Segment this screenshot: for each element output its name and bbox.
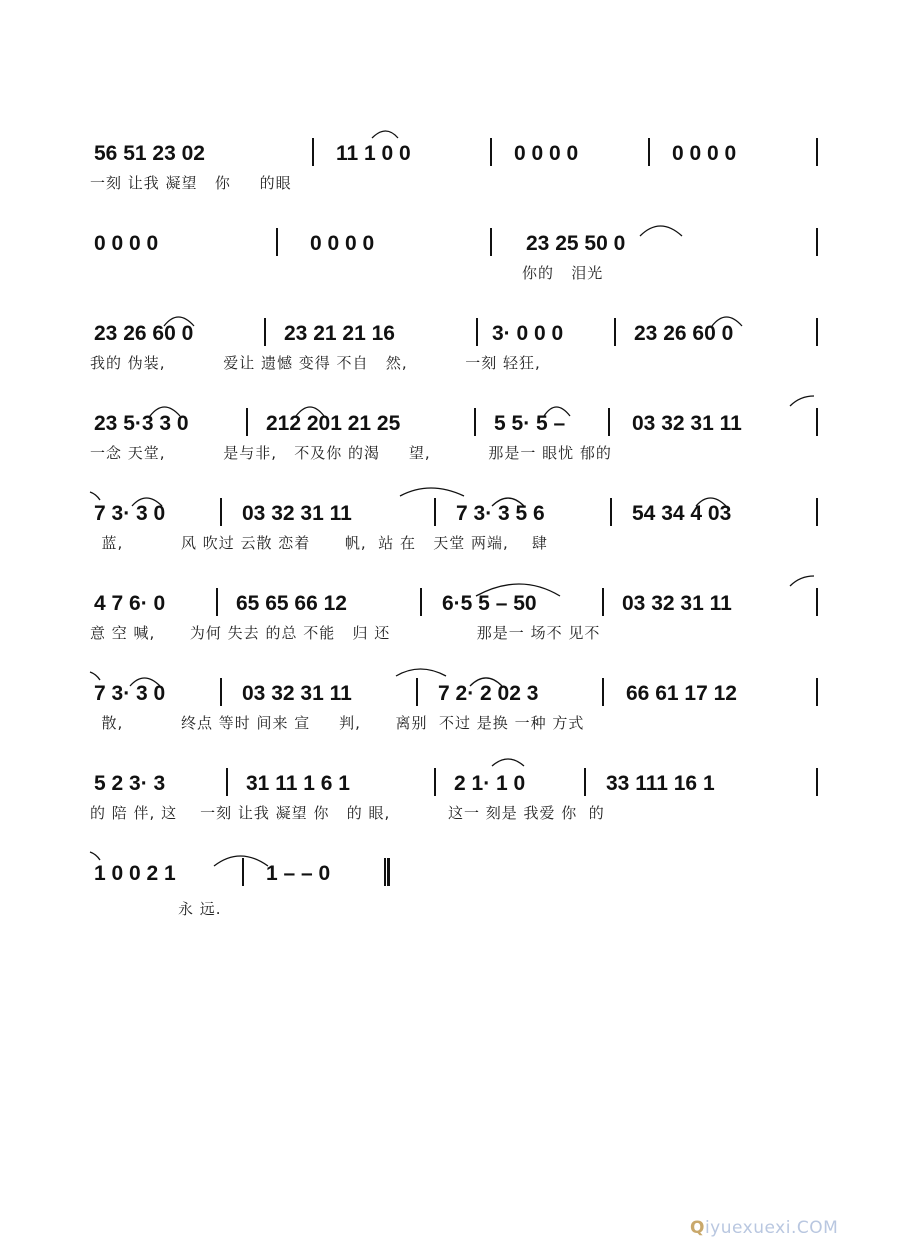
measure: 6·5 5 – 50 [442, 592, 537, 615]
measure: 33 111 16 1 [606, 772, 715, 795]
measure: 65 65 66 12 [236, 592, 347, 615]
barline [602, 588, 604, 616]
measure: 7 2· 2 02 3 [438, 682, 539, 705]
lyrics-line: 你的 泪光 [522, 264, 604, 282]
tie-arc [492, 759, 524, 766]
measure: 212 201 21 25 [266, 412, 401, 435]
measure: 03 32 31 11 [622, 592, 732, 615]
score-line-1 [90, 140, 820, 220]
barline [416, 678, 418, 706]
barline [816, 408, 818, 436]
barline [610, 498, 612, 526]
lyrics-line: 一刻 让我 凝望 你 的眼 [90, 174, 292, 192]
site-watermark [690, 1218, 890, 1242]
measure: 7 3· 3 0 [94, 502, 166, 525]
barline [602, 678, 604, 706]
barline [474, 408, 476, 436]
watermark-logo-glyph: Q [690, 1218, 705, 1238]
notes-row [90, 320, 820, 348]
measure: 1 0 0 2 1 [94, 862, 176, 885]
measure: 2 1· 1 0 [454, 772, 526, 795]
tie-arc [372, 131, 398, 138]
barline [608, 408, 610, 436]
barline [614, 318, 616, 346]
measure: 11 1 0 0 [336, 142, 411, 165]
measure: 7 3· 3 5 6 [456, 502, 545, 525]
lyrics-line: 意 空 喊, 为何 失去 的总 不能 归 还 那是一 场不 见不 [90, 624, 601, 642]
notes-row [90, 230, 820, 258]
score-line-7 [90, 680, 820, 760]
measure: 03 32 31 11 [242, 502, 352, 525]
measure: 0 0 0 0 [672, 142, 737, 165]
score-line-5 [90, 500, 820, 580]
tie-arc [396, 669, 446, 676]
measure: 03 32 31 11 [242, 682, 352, 705]
barline [434, 768, 436, 796]
lyrics-line: 的 陪 伴, 这 一刻 让我 凝望 你 的 眼, 这一 刻是 我爱 你 的 [90, 804, 605, 822]
notes-row [90, 500, 820, 528]
watermark-text: iyuexuexi.COM [704, 1218, 839, 1238]
score-line-2 [90, 230, 820, 310]
tie-arc [90, 672, 100, 680]
barline [490, 228, 492, 256]
lyrics-line: 我的 伪装, 爱让 遗憾 变得 不自 然, 一刻 轻狂, [90, 354, 541, 372]
measure: 5 2 3· 3 [94, 772, 166, 795]
barline [276, 228, 278, 256]
barline [220, 678, 222, 706]
measure: 1 – – 0 [266, 862, 331, 885]
measure: 23 5·3 3 0 [94, 412, 189, 435]
barline [816, 768, 818, 796]
barline [816, 318, 818, 346]
measure: 0 0 0 0 [514, 142, 579, 165]
notes-row [90, 410, 820, 438]
notes-row [90, 770, 820, 798]
score-line-3 [90, 320, 820, 400]
barline [246, 408, 248, 436]
measure: 4 7 6· 0 [94, 592, 166, 615]
measure: 23 26 60 0 [94, 322, 194, 345]
measure: 23 25 50 0 [526, 232, 626, 255]
barline [312, 138, 314, 166]
score-line-6 [90, 590, 820, 670]
barline [584, 768, 586, 796]
barline [816, 498, 818, 526]
barline [264, 318, 266, 346]
measure: 0 0 0 0 [310, 232, 375, 255]
barline [242, 858, 244, 886]
barline [420, 588, 422, 616]
notes-row [90, 590, 820, 618]
measure: 23 26 60 0 [634, 322, 734, 345]
lyrics-line: 一念 天堂, 是与非, 不及你 的渴 望, 那是一 眼忧 郁的 [90, 444, 612, 462]
lyrics-line: 永 远. [178, 900, 222, 918]
measure: 56 51 23 02 [94, 142, 205, 165]
measure: 23 21 21 16 [284, 322, 395, 345]
barline [816, 588, 818, 616]
notes-row [90, 680, 820, 708]
measure: 5 5· 5 – [494, 412, 566, 435]
barline [220, 498, 222, 526]
measure: 31 11 1 6 1 [246, 772, 350, 795]
lyrics-line: 蓝, 风 吹过 云散 恋着 帆, 站 在 天堂 两端, 肆 [90, 534, 548, 552]
barline [434, 498, 436, 526]
measure: 54 34 4 03 [632, 502, 732, 525]
barline [490, 138, 492, 166]
score-line-4 [90, 410, 820, 490]
barline [226, 768, 228, 796]
tie-arc [90, 492, 100, 500]
measure: 66 61 17 12 [626, 682, 737, 705]
barline [648, 138, 650, 166]
notes-row [90, 140, 820, 168]
final-barline [384, 858, 390, 886]
score-line-8 [90, 770, 820, 850]
measure: 7 3· 3 0 [94, 682, 166, 705]
measure: 0 0 0 0 [94, 232, 159, 255]
score-line-9 [90, 860, 820, 940]
barline [816, 138, 818, 166]
measure: 3· 0 0 0 [492, 322, 564, 345]
barline [216, 588, 218, 616]
tie-arc [90, 852, 100, 860]
measure: 03 32 31 11 [632, 412, 742, 435]
barline [816, 228, 818, 256]
barline [816, 678, 818, 706]
notes-row [90, 860, 820, 888]
barline [476, 318, 478, 346]
lyrics-line: 散, 终点 等时 间来 宣 判, 离别 不过 是换 一种 方式 [90, 714, 585, 732]
